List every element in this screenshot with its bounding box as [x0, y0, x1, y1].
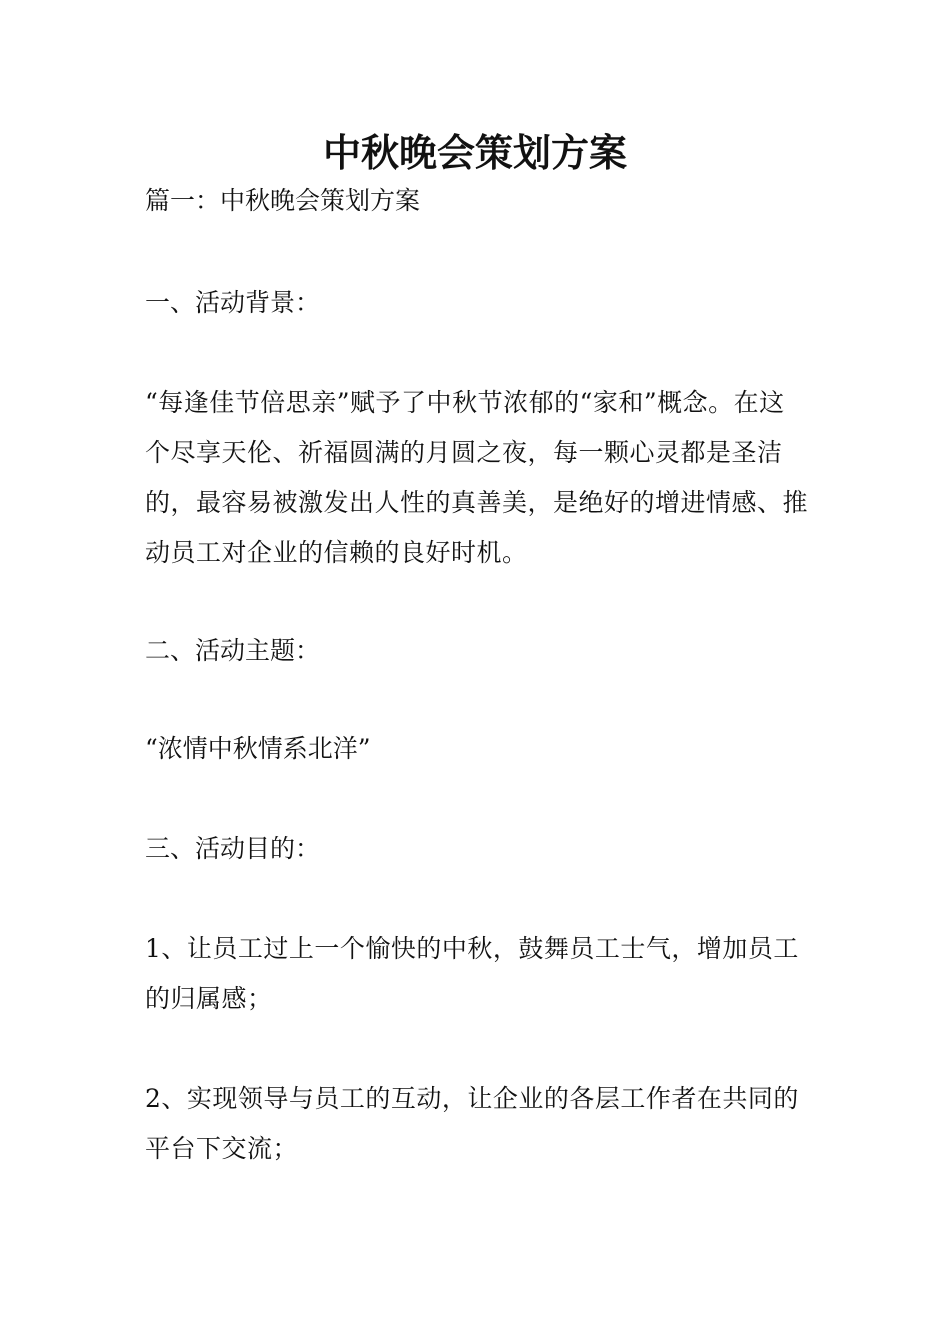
document-subtitle: 篇一：中秋晚会策划方案 [145, 186, 421, 215]
section-body-theme: “浓情中秋情系北洋” [145, 734, 371, 763]
purpose-item-2: 2、实现领导与员工的互动，让企业的各层工作者在共同的平台下交流； [145, 1084, 799, 1163]
document-title: 中秋晚会策划方案 [322, 130, 627, 175]
purpose-item-1: 1、让员工过上一个愉快的中秋，鼓舞员工士气，增加员工的归属感； [145, 934, 799, 1013]
section-body-background: “每逢佳节倍思亲”赋予了中秋节浓郁的“家和”概念。在这个尽享天伦、祈福圆满的月圆之夜，每一颗心灵都是圣洁的，最容易被激发出人性的真善美，是绝好的增进情感、推动员工对企业的信赖的良好时机。 [145, 388, 809, 567]
section-heading-purpose: 三、活动目的： [145, 834, 321, 863]
section-heading-theme: 二、活动主题： [145, 636, 321, 665]
section-heading-background: 一、活动背景： [145, 288, 321, 317]
